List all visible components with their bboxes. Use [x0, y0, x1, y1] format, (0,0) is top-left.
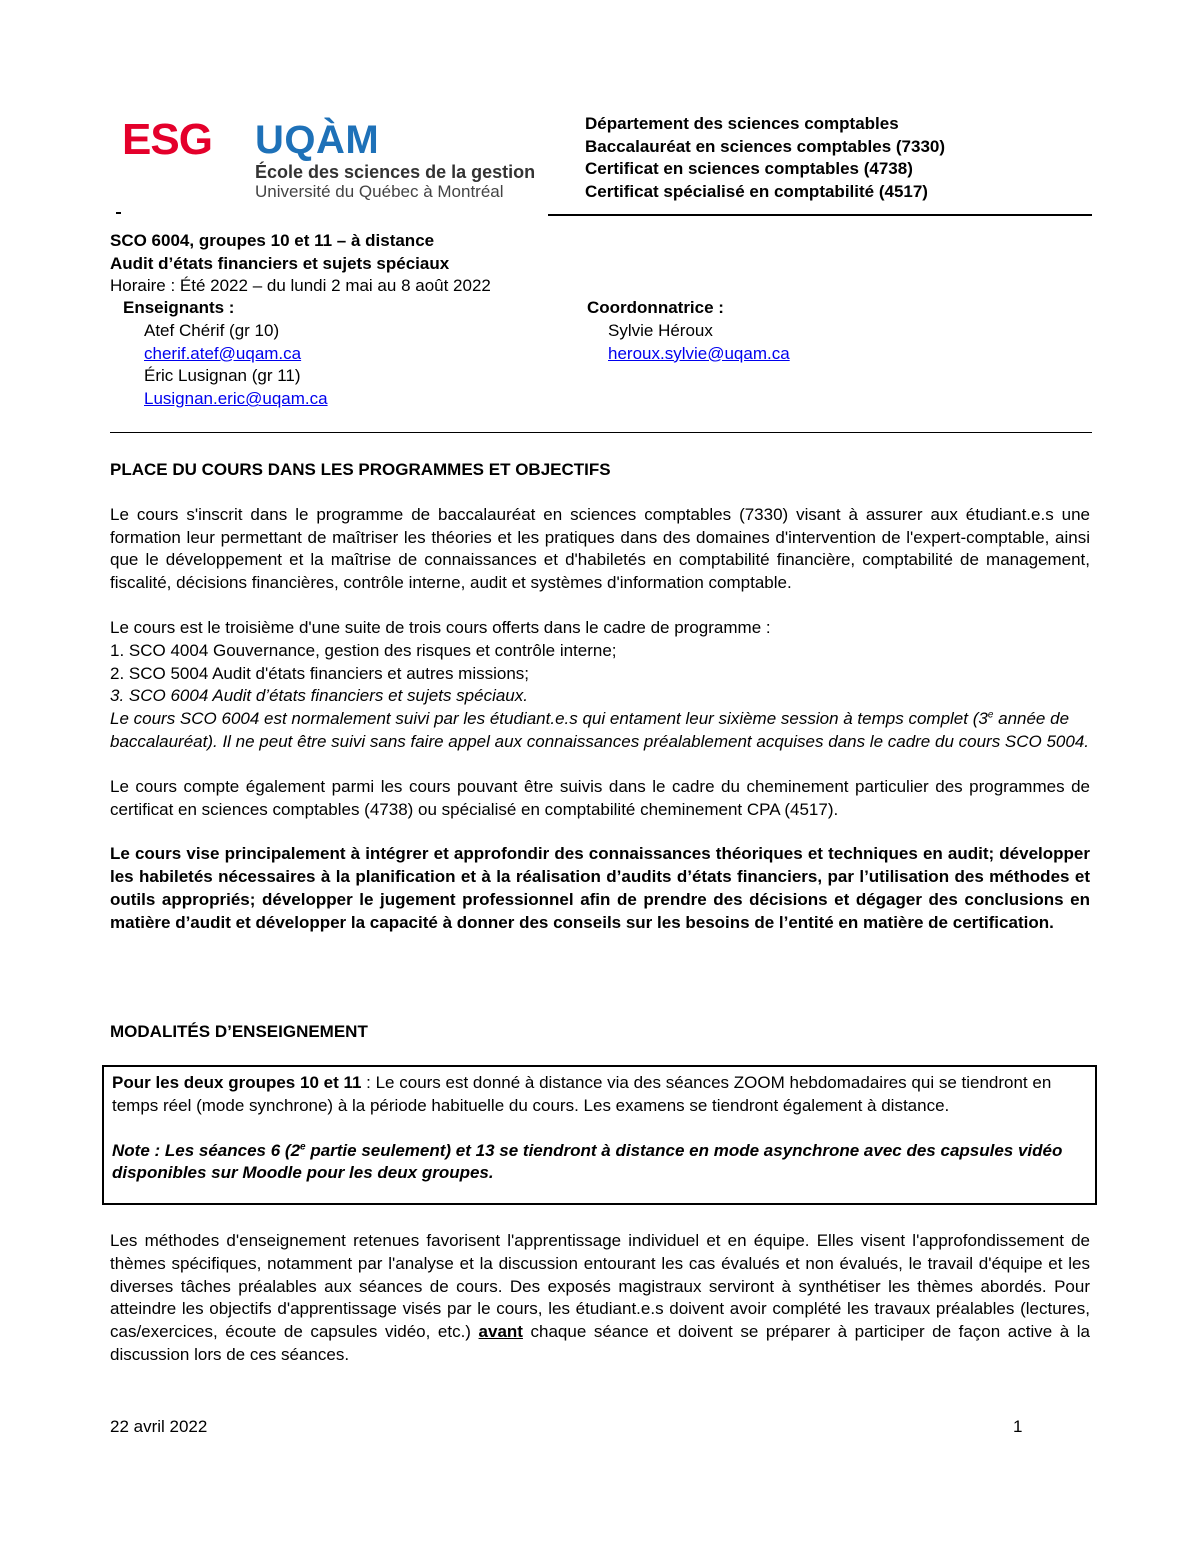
- program-certificate: Certificat en sciences comptables (4738): [585, 159, 913, 178]
- paragraph-italic: Le cours SCO 6004 est normalement suivi par les étudiant.e.s qui entament leur sixième session à temps complet (3e année de baccalauréat). Il ne peut être suivi sans faire appel aux connaissances préalablement acquises dans le cadre du cours SCO 5004.: [110, 709, 1090, 751]
- department-name: Département des sciences comptables: [585, 114, 899, 133]
- course-schedule: Horaire : Été 2022 – du lundi 2 mai au 8 août 2022: [110, 276, 491, 295]
- notice-note: Note : Les séances 6 (2e partie seulement) et 13 se tiendront à distance en mode asynchrone avec des capsules vidéo disponibles sur Moodle pour les deux groupes.: [112, 1140, 1063, 1183]
- list-item: 2. SCO 5004 Audit d'états financiers et autres missions;: [110, 663, 530, 683]
- section-place-du-cours: [110, 459, 1090, 935]
- course-code: SCO 6004, groupes 10 et 11 – à distance: [110, 231, 435, 250]
- notice-box: [102, 1065, 1097, 1205]
- header-rule: [548, 214, 1092, 216]
- logo-university-name: Université du Québec à Montréal: [255, 182, 504, 201]
- instructors: [123, 297, 328, 411]
- instructor-name: Atef Chérif (gr 10): [144, 320, 280, 340]
- department-header: [585, 113, 945, 203]
- coordinator-name: Sylvie Héroux: [608, 320, 713, 340]
- instructor-email-link[interactable]: cherif.atef@uqam.ca: [144, 343, 302, 363]
- paragraph: Le cours compte également parmi les cours pouvant être suivis dans le cadre du cheminement particulier des programmes de certificat en sciences comptables (4738) ou spécialisé en comptabilité cheminement CPA (4517).: [110, 776, 1090, 819]
- footer-date: 22 avril 2022: [110, 1417, 208, 1436]
- instructors-heading: Enseignants :: [123, 298, 235, 317]
- section-modalites: [110, 1021, 1090, 1044]
- program-specialized-certificate: Certificat spécialisé en comptabilité (4517): [585, 181, 928, 201]
- paragraph-methods: Les méthodes d'enseignement retenues favorisent l'apprentissage individuel et en équipe. Elles visent l'approfondissement de thèmes spécifiques, notamment par l'analyse et la discussion entourant les cas évalués et non évalués, le travail d'équipe et les diverses tâches préalables aux séances de cours. Des exposés magistraux serviront à synthétiser les thèmes abordés. Pour atteindre les objectifs d'apprentissage visés par le cours, les étudiant.e.s doivent avoir complété les travaux préalables (lectures, cas/exercices, écoute de capsules vidéo, etc.) avant chaque séance et doivent se préparer à participer de façon active à la discussion lors de ces séances.: [110, 1231, 1090, 1364]
- section-heading: PLACE DU COURS DANS LES PROGRAMMES ET OBJECTIFS: [110, 460, 611, 479]
- course-title: Audit d’états financiers et sujets spéciaux: [110, 253, 450, 273]
- course-info: [110, 230, 491, 298]
- list-item: 1. SCO 4004 Gouvernance, gestion des risques et contrôle interne;: [110, 640, 617, 660]
- coordinator-heading: Coordonnatrice :: [587, 298, 724, 317]
- paragraph-objectives: Le cours vise principalement à intégrer et approfondir des connaissances théoriques et techniques en audit; développer les habiletés nécessaires à la planification et à la réalisation d’audits d’états financiers, par l’utilisation des méthodes et outils appropriés; développer le jugement professionnel afin de prendre des décisions et dégager des conclusions en matière d’audit et développer la capacité à donner des conseils sur les besoins de l’entité en matière de certification.: [110, 844, 1090, 932]
- logo-school-name: École des sciences de la gestion: [255, 162, 536, 182]
- logo-uqam: UQÀM: [255, 118, 380, 162]
- logo-esg: ESG: [122, 115, 212, 164]
- instructor-name: Éric Lusignan (gr 11): [144, 366, 301, 386]
- header-rule-stub: [116, 212, 121, 214]
- page-number: 1: [1013, 1417, 1023, 1436]
- notice-text: Pour les deux groupes 10 et 11 : Le cours est donné à distance via des séances ZOOM hebdomadaires qui se tiendront en temps réel (mode synchrone) à la période habituelle du cours. Les examens se tiendront également à distance.: [112, 1073, 1052, 1115]
- paragraph: Le cours est le troisième d'une suite de trois cours offerts dans le cadre de programme :: [110, 617, 771, 637]
- esg-uqam-logo: [122, 115, 542, 203]
- section-heading: MODALITÉS D’ENSEIGNEMENT: [110, 1022, 368, 1041]
- paragraph: Le cours s'inscrit dans le programme de baccalauréat en sciences comptables (7330) visant à assurer aux étudiant.e.s une formation leur permettant de maîtriser les théories et les pratiques dans des domaines d'intervention de l'expert-comptable, ainsi que le développement et la maîtrise de connaissances et d'habiletés en comptabilité financière, comptabilité de management, fiscalité, décisions financières, contrôle interne, audit et systèmes d'information comptable.: [110, 504, 1090, 593]
- coordinator-email-link[interactable]: heroux.sylvie@uqam.ca: [608, 343, 790, 363]
- section-rule: [110, 432, 1092, 433]
- emphasis-avant: avant: [478, 1322, 523, 1342]
- program-bachelor: Baccalauréat en sciences comptables (7330): [585, 136, 946, 156]
- instructor-email-link[interactable]: Lusignan.eric@uqam.ca: [144, 389, 328, 409]
- coordinator: [587, 297, 790, 365]
- list-item: 3. SCO 6004 Audit d’états financiers et sujets spéciaux.: [110, 686, 528, 706]
